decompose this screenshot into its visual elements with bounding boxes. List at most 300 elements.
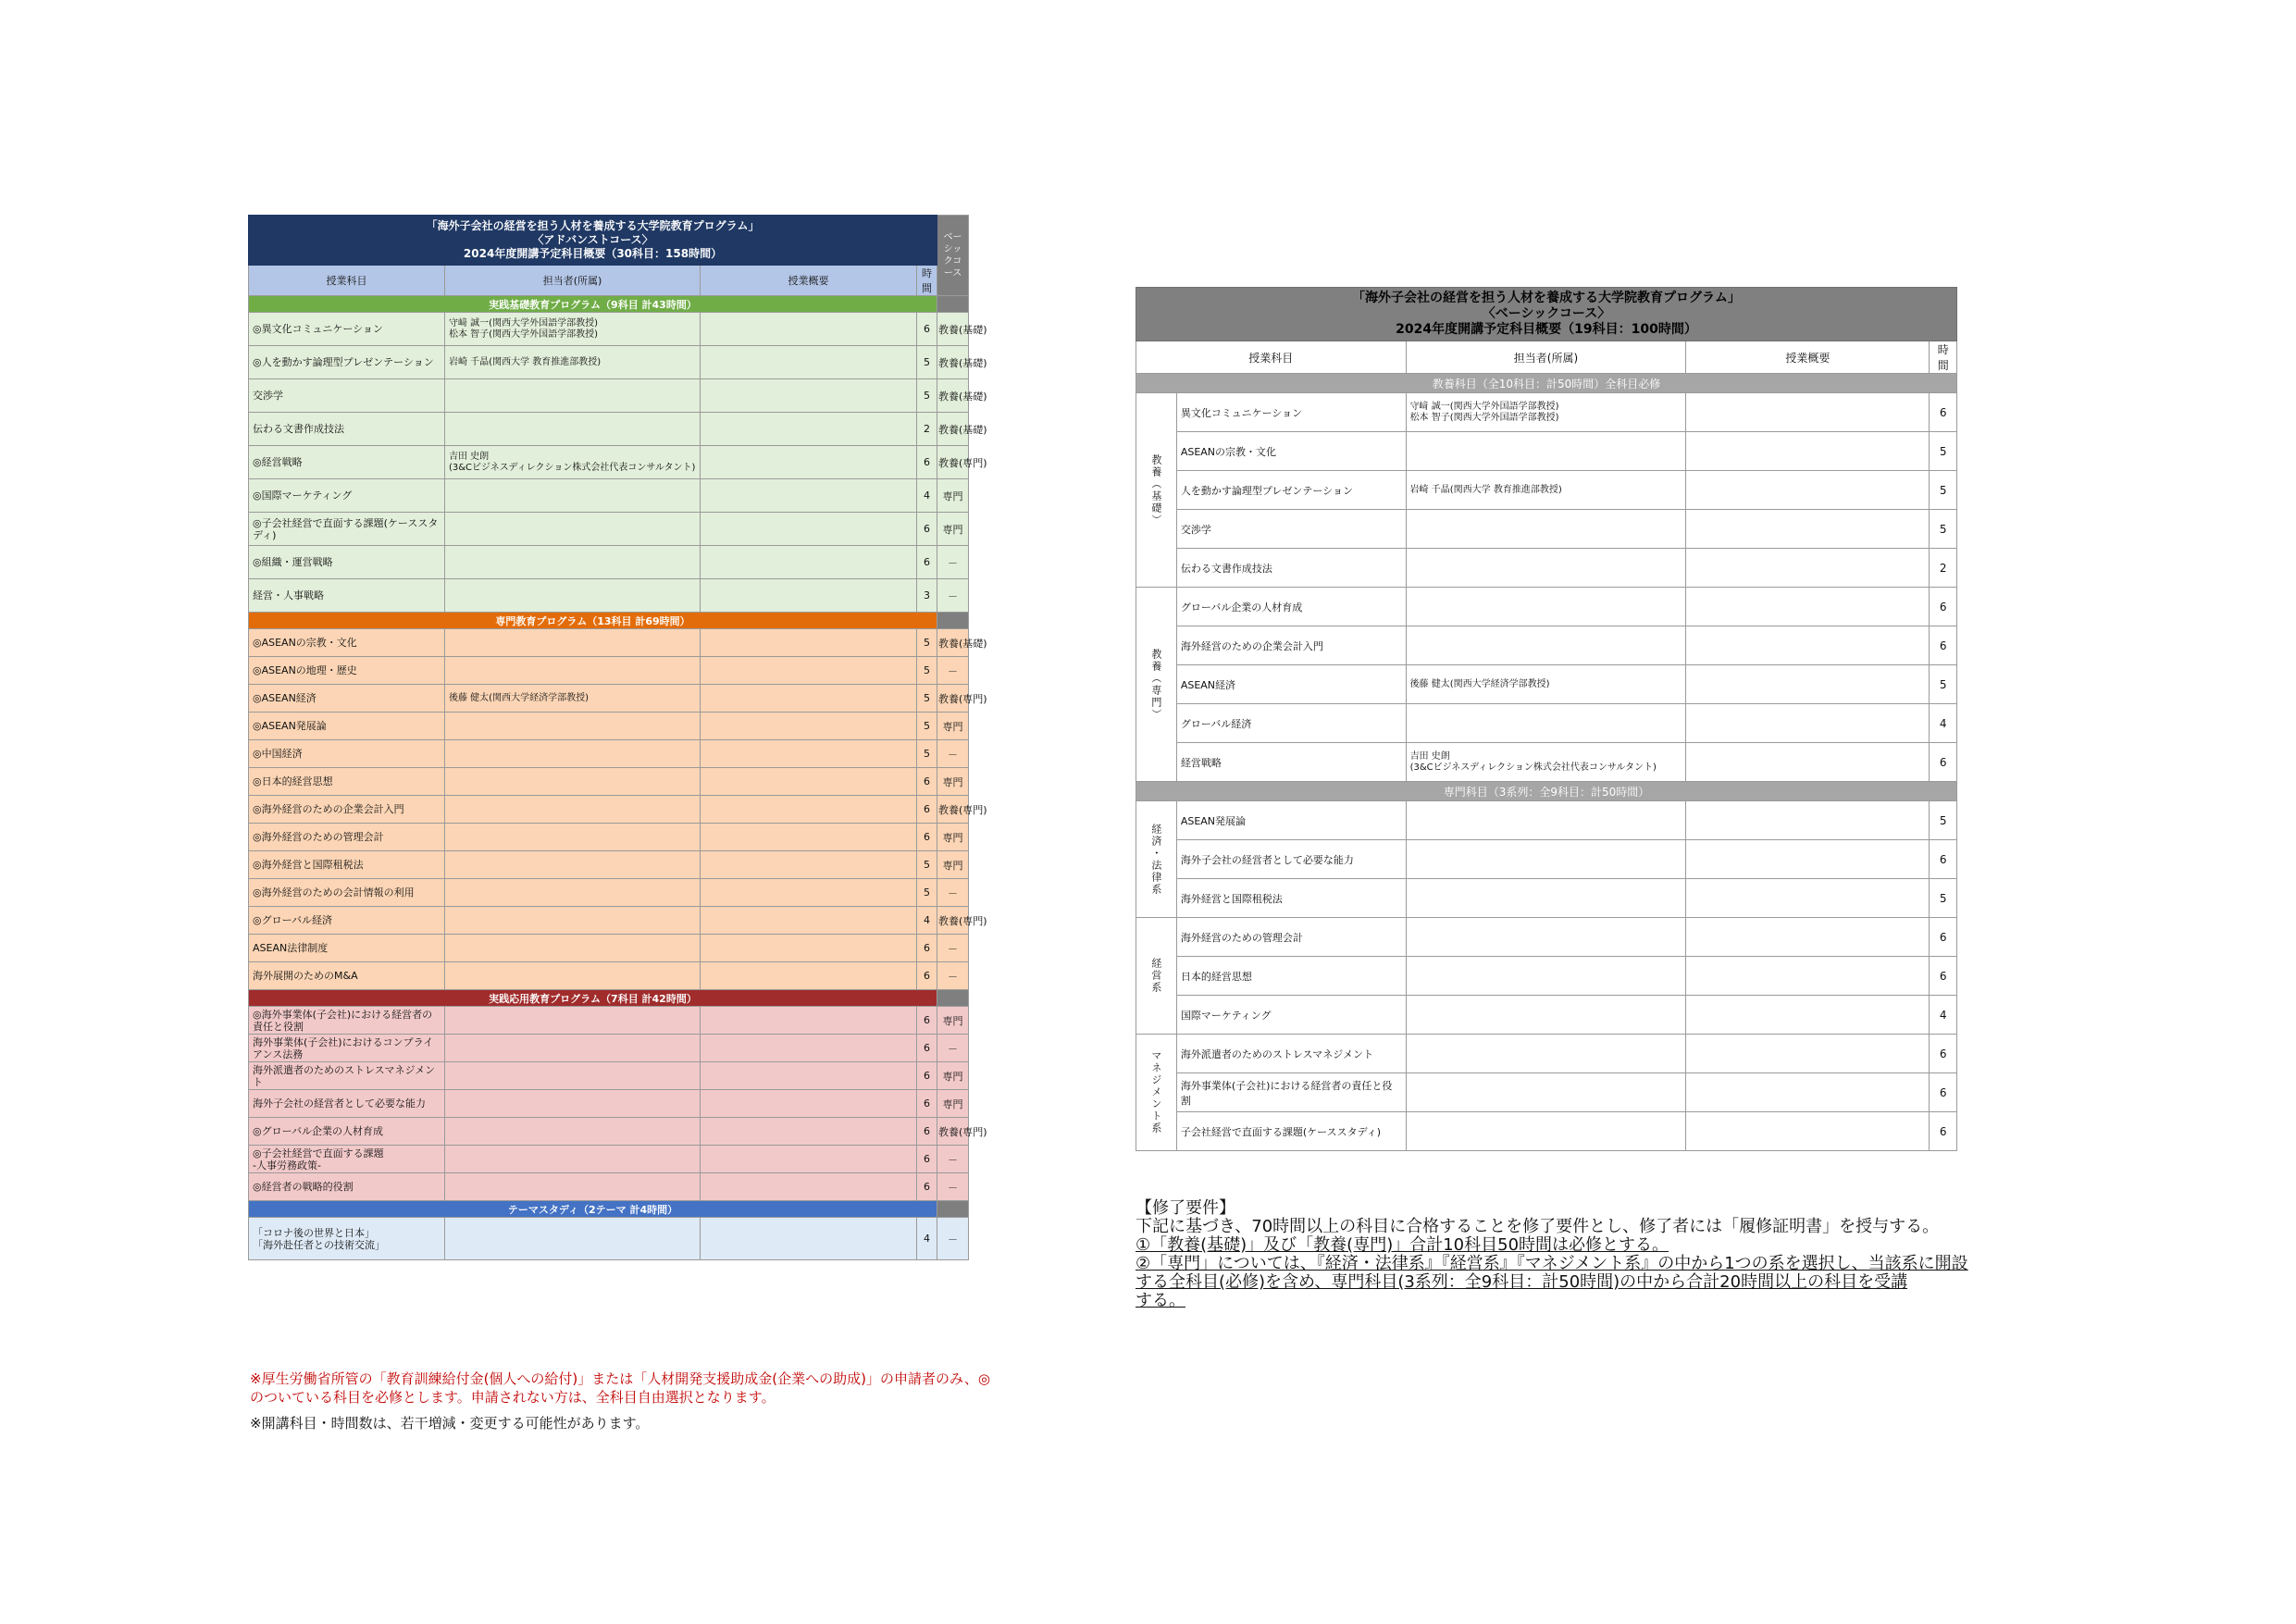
course-description — [701, 413, 917, 446]
basic-course-mapping: － — [937, 1218, 969, 1260]
course-hours: 3 — [917, 579, 937, 613]
course-name: 海外事業体(子会社)におけるコンプライアンス法務 — [249, 1035, 445, 1062]
column-header-hours: 時間 — [1930, 341, 1957, 374]
course-name: ◎経営戦略 — [249, 446, 445, 479]
advanced-course-title — [249, 216, 937, 266]
course-description — [701, 907, 917, 935]
course-row — [1136, 665, 1957, 704]
subsidy-note: ※厚生労働省所管の「教育訓練給付金(個人への給付)」または「人材開発支援助成金(企業への助成)」の申請者のみ、◎のついている科目を必修とします。申請されない方は、全科目自由選択となります。 — [250, 1370, 990, 1406]
course-name: 海外経営と国際租税法 — [1176, 879, 1406, 918]
course-hours: 5 — [917, 629, 937, 657]
course-name: 伝わる文書作成技法 — [249, 413, 445, 446]
basic-course-mapping: － — [937, 1146, 969, 1173]
basic-course-mapping: 教養(専門) — [937, 685, 969, 713]
basic-course-mapping: 教養(基礎) — [937, 629, 969, 657]
basic-course-mapping: － — [937, 740, 969, 768]
course-name: ◎海外経営のための管理会計 — [249, 824, 445, 851]
course-hours: 4 — [1930, 704, 1957, 743]
course-name: ASEAN経済 — [1176, 665, 1406, 704]
course-row — [249, 1007, 969, 1035]
course-row — [249, 1118, 969, 1146]
course-row — [249, 796, 969, 824]
course-lecturer — [1406, 996, 1686, 1035]
course-name: ◎グローバル企業の人材育成 — [249, 1118, 445, 1146]
course-lecturer — [1406, 840, 1686, 879]
course-hours: 6 — [917, 1090, 937, 1118]
course-hours: 6 — [917, 796, 937, 824]
course-description — [701, 1035, 917, 1062]
course-row — [249, 513, 969, 546]
course-lecturer — [445, 1007, 701, 1035]
course-row — [249, 962, 969, 990]
column-header-lecturer: 担当者(所属) — [1406, 341, 1686, 374]
course-hours: 5 — [917, 379, 937, 413]
course-row — [249, 313, 969, 346]
course-description — [701, 879, 917, 907]
course-hours: 5 — [917, 713, 937, 740]
section-header-row — [249, 1201, 969, 1218]
course-hours: 6 — [1930, 1035, 1957, 1073]
section-label: 教養科目（全10科目：計50時間）全科目必修 — [1136, 374, 1957, 393]
course-row — [249, 879, 969, 907]
course-row — [1136, 471, 1957, 510]
course-hours: 2 — [917, 413, 937, 446]
course-description — [701, 1173, 917, 1201]
course-description — [701, 546, 917, 579]
course-hours: 6 — [917, 1007, 937, 1035]
course-name: ◎海外経営のための企業会計入門 — [249, 796, 445, 824]
course-name: ◎経営者の戦略的役割 — [249, 1173, 445, 1201]
basic-course-mapping: － — [937, 935, 969, 962]
course-name: ◎国際マーケティング — [249, 479, 445, 513]
course-name: 交渉学 — [1176, 510, 1406, 549]
course-hours: 5 — [1930, 471, 1957, 510]
course-hours: 6 — [917, 446, 937, 479]
course-hours: 6 — [917, 935, 937, 962]
course-row — [1136, 393, 1957, 432]
course-lecturer — [445, 546, 701, 579]
course-row — [1136, 626, 1957, 665]
course-hours: 6 — [1930, 393, 1957, 432]
basic-course-mapping: 専門 — [937, 768, 969, 796]
schedule-change-note: ※開講科目・時間数は、若干増減・変更する可能性があります。 — [250, 1415, 650, 1432]
course-lecturer: 後藤 健太(関西大学経済学部教授) — [445, 685, 701, 713]
course-name: 海外経営のための管理会計 — [1176, 918, 1406, 957]
course-lecturer — [445, 1218, 701, 1260]
course-row — [249, 413, 969, 446]
requirements-line-1: 下記に基づき、70時間以上の科目に合格することを修了要件とし、修了者には「履修証明書」を授与する。 — [1136, 1217, 1940, 1236]
course-name: 伝わる文書作成技法 — [1176, 549, 1406, 588]
course-name: ◎子会社経営で直面する課題(ケーススタディ) — [249, 513, 445, 546]
course-name: 経営・人事戦略 — [249, 579, 445, 613]
course-hours: 4 — [1930, 996, 1957, 1035]
course-name: ◎子会社経営で直面する課題 -人事労務政策- — [249, 1146, 445, 1173]
course-description — [701, 824, 917, 851]
course-name: ◎グローバル経済 — [249, 907, 445, 935]
course-row — [1136, 957, 1957, 996]
course-description — [701, 768, 917, 796]
course-row — [1136, 1073, 1957, 1112]
course-name: ◎異文化コミュニケーション — [249, 313, 445, 346]
course-hours: 6 — [1930, 1073, 1957, 1112]
course-description — [701, 629, 917, 657]
basic-course-mapping: 専門 — [937, 851, 969, 879]
course-lecturer — [445, 1118, 701, 1146]
course-lecturer: 岩崎 千晶(関西大学 教育推進部教授) — [445, 346, 701, 379]
section-label: 専門科目（3系列：全9科目：計50時間） — [1136, 782, 1957, 801]
course-lecturer — [445, 629, 701, 657]
course-lecturer — [445, 1035, 701, 1062]
basic-course-mapping: 専門 — [937, 713, 969, 740]
course-hours: 5 — [917, 346, 937, 379]
course-description — [1686, 1073, 1930, 1112]
course-hours: 5 — [917, 851, 937, 879]
course-hours: 4 — [917, 1218, 937, 1260]
course-description — [701, 1146, 917, 1173]
course-lecturer — [1406, 704, 1686, 743]
course-lecturer — [445, 768, 701, 796]
course-name: ◎人を動かす論理型プレゼンテーション — [249, 346, 445, 379]
course-lecturer — [445, 935, 701, 962]
course-name: 日本的経営思想 — [1176, 957, 1406, 996]
course-description — [701, 1007, 917, 1035]
course-row — [249, 1035, 969, 1062]
basic-course-mapping: 専門 — [937, 824, 969, 851]
course-lecturer — [1406, 879, 1686, 918]
course-row — [1136, 801, 1957, 840]
course-description — [1686, 1035, 1930, 1073]
course-row — [249, 935, 969, 962]
course-hours: 6 — [1930, 957, 1957, 996]
course-name: ASEAN発展論 — [1176, 801, 1406, 840]
course-row — [249, 1146, 969, 1173]
advanced-title-line-3: 2024年度開講予定科目概要（30科目：158時間） — [463, 247, 723, 260]
course-lecturer — [1406, 1073, 1686, 1112]
course-row — [249, 824, 969, 851]
basic-course-mapping: － — [937, 579, 969, 613]
advanced-title-line-2: 〈アドバンストコース〉 — [532, 233, 653, 246]
course-row — [1136, 510, 1957, 549]
course-name: ◎ASEAN発展論 — [249, 713, 445, 740]
course-hours: 6 — [917, 824, 937, 851]
basic-course-mapping: － — [937, 657, 969, 685]
course-description — [701, 313, 917, 346]
course-row — [249, 546, 969, 579]
course-hours: 5 — [1930, 801, 1957, 840]
course-row — [1136, 1035, 1957, 1073]
course-name: ASEANの宗教・文化 — [1176, 432, 1406, 471]
course-description — [1686, 957, 1930, 996]
course-name: ◎ASEANの地理・歴史 — [249, 657, 445, 685]
basic-title-line-1: 「海外子会社の経営を担う人材を養成する大学院教育プログラム」 — [1352, 291, 1741, 305]
section-label: 実践応用教育プログラム（7科目 計42時間） — [249, 990, 937, 1007]
section-header-row — [249, 613, 969, 629]
course-description — [701, 579, 917, 613]
course-hours: 6 — [917, 962, 937, 990]
course-hours: 5 — [917, 657, 937, 685]
course-lecturer — [445, 796, 701, 824]
course-hours: 6 — [917, 1118, 937, 1146]
course-hours: 6 — [1930, 1112, 1957, 1151]
course-name: 人を動かす論理型プレゼンテーション — [1176, 471, 1406, 510]
course-description — [1686, 879, 1930, 918]
course-description — [701, 713, 917, 740]
course-hours: 4 — [917, 907, 937, 935]
section-label: 実践基礎教育プログラム（9科目 計43時間） — [249, 296, 937, 313]
course-hours: 4 — [917, 479, 937, 513]
course-row — [249, 479, 969, 513]
course-description — [1686, 918, 1930, 957]
course-lecturer — [445, 379, 701, 413]
column-header-description: 授業概要 — [701, 266, 917, 296]
course-hours: 6 — [917, 513, 937, 546]
course-description — [1686, 996, 1930, 1035]
basic-course-mapping: 専門 — [937, 479, 969, 513]
course-name: 海外経営のための企業会計入門 — [1176, 626, 1406, 665]
course-name: ◎海外経営と国際租税法 — [249, 851, 445, 879]
course-row — [1136, 549, 1957, 588]
course-hours: 6 — [917, 1146, 937, 1173]
basic-course-mapping: 教養(専門) — [937, 446, 969, 479]
course-row — [249, 713, 969, 740]
section-basic-spacer — [937, 990, 969, 1007]
course-description — [701, 935, 917, 962]
course-row — [249, 1062, 969, 1090]
course-row — [1136, 588, 1957, 626]
course-description — [1686, 626, 1930, 665]
course-name: ◎ASEANの宗教・文化 — [249, 629, 445, 657]
course-lecturer: 吉田 史朗 (3&Cビジネスディレクション株式会社代表コンサルタント) — [445, 446, 701, 479]
course-lecturer: 吉田 史朗 (3&Cビジネスディレクション株式会社代表コンサルタント) — [1406, 743, 1686, 782]
basic-course-mapping: － — [937, 1035, 969, 1062]
column-header-subject: 授業科目 — [249, 266, 445, 296]
course-lecturer — [445, 1146, 701, 1173]
course-description — [701, 685, 917, 713]
course-group-label: 教養（基礎） — [1136, 393, 1177, 588]
course-hours: 5 — [1930, 879, 1957, 918]
course-lecturer — [445, 657, 701, 685]
course-row — [249, 346, 969, 379]
course-hours: 5 — [917, 879, 937, 907]
course-name: 異文化コミュニケーション — [1176, 393, 1406, 432]
basic-course-mapping: 教養(専門) — [937, 907, 969, 935]
column-header-hours: 時間 — [917, 266, 937, 296]
course-row — [249, 768, 969, 796]
course-lecturer — [445, 851, 701, 879]
course-name: グローバル企業の人材育成 — [1176, 588, 1406, 626]
column-header-subject: 授業科目 — [1136, 341, 1407, 374]
course-row — [249, 657, 969, 685]
course-hours: 6 — [917, 1062, 937, 1090]
course-row — [249, 1090, 969, 1118]
section-basic-spacer — [937, 613, 969, 629]
course-hours: 6 — [1930, 588, 1957, 626]
course-row — [1136, 704, 1957, 743]
basic-course-mapping: － — [937, 1173, 969, 1201]
section-header-row — [1136, 374, 1957, 393]
course-lecturer — [1406, 588, 1686, 626]
course-description — [701, 740, 917, 768]
course-hours: 5 — [1930, 510, 1957, 549]
course-description — [1686, 743, 1930, 782]
basic-course-title — [1136, 288, 1957, 341]
course-row — [249, 1173, 969, 1201]
course-name: 交渉学 — [249, 379, 445, 413]
course-name: 国際マーケティング — [1176, 996, 1406, 1035]
course-name: 海外派遣者のためのストレスマネジメント — [1176, 1035, 1406, 1073]
advanced-title-line-1: 「海外子会社の経営を担う人材を養成する大学院教育プログラム」 — [426, 219, 760, 232]
course-lecturer — [445, 907, 701, 935]
course-hours: 6 — [1930, 626, 1957, 665]
course-row — [1136, 879, 1957, 918]
course-lecturer — [445, 579, 701, 613]
course-row — [249, 740, 969, 768]
course-group-label: 教養（専門） — [1136, 588, 1177, 782]
course-lecturer — [445, 1173, 701, 1201]
course-row — [249, 446, 969, 479]
course-lecturer — [1406, 957, 1686, 996]
course-description — [1686, 393, 1930, 432]
course-lecturer — [445, 513, 701, 546]
course-lecturer — [1406, 432, 1686, 471]
course-lecturer — [445, 1062, 701, 1090]
basic-course-mapping: － — [937, 546, 969, 579]
basic-course-table — [1136, 287, 1957, 1151]
course-name: グローバル経済 — [1176, 704, 1406, 743]
course-name: ASEAN法律制度 — [249, 935, 445, 962]
course-lecturer — [445, 740, 701, 768]
course-description — [701, 1118, 917, 1146]
requirements-line-3: ②「専門」については、『経済・法律系』『経営系』『マネジメント系』の中から1つの系を選択し、当該系に開設 — [1136, 1254, 1968, 1273]
course-description — [1686, 665, 1930, 704]
section-header-row — [249, 296, 969, 313]
column-header-description: 授業概要 — [1686, 341, 1930, 374]
course-row — [1136, 840, 1957, 879]
course-name: 子会社経営で直面する課題(ケーススタディ) — [1176, 1112, 1406, 1151]
course-row — [249, 379, 969, 413]
course-description — [701, 1090, 917, 1118]
course-description — [701, 962, 917, 990]
course-hours: 6 — [917, 1035, 937, 1062]
course-hours: 6 — [1930, 840, 1957, 879]
course-lecturer — [1406, 626, 1686, 665]
course-lecturer: 守﨑 誠一(関西大学外国語学部教授) 松本 智子(関西大学外国語学部教授) — [445, 313, 701, 346]
course-row — [1136, 743, 1957, 782]
course-description — [701, 851, 917, 879]
course-group-label: 経済・法律系 — [1136, 801, 1177, 918]
basic-course-mapping: 教養(基礎) — [937, 379, 969, 413]
course-description — [1686, 840, 1930, 879]
course-description — [1686, 801, 1930, 840]
course-row — [249, 629, 969, 657]
course-hours: 6 — [1930, 918, 1957, 957]
course-hours: 6 — [917, 1173, 937, 1201]
course-name: 海外事業体(子会社)における経営者の責任と役割 — [1176, 1073, 1406, 1112]
course-lecturer — [445, 479, 701, 513]
course-description — [1686, 704, 1930, 743]
course-name: 海外展開のためのM&A — [249, 962, 445, 990]
course-hours: 5 — [1930, 665, 1957, 704]
course-lecturer: 守﨑 誠一(関西大学外国語学部教授) 松本 智子(関西大学外国語学部教授) — [1406, 393, 1686, 432]
basic-course-column-header: ベーシックコース — [937, 216, 969, 296]
course-row — [1136, 918, 1957, 957]
course-description — [701, 657, 917, 685]
course-row — [249, 907, 969, 935]
course-name: 「コロナ後の世界と日本」 「海外赴任者との技術交流」 — [249, 1218, 445, 1260]
requirements-line-5: する。 — [1136, 1291, 1185, 1310]
course-name: 海外派遣者のためのストレスマネジメント — [249, 1062, 445, 1090]
course-description — [701, 379, 917, 413]
course-hours: 5 — [917, 740, 937, 768]
course-description — [1686, 588, 1930, 626]
section-label: 専門教育プログラム（13科目 計69時間） — [249, 613, 937, 629]
course-row — [249, 579, 969, 613]
course-lecturer — [1406, 1035, 1686, 1073]
course-lecturer — [1406, 918, 1686, 957]
basic-course-mapping: 専門 — [937, 513, 969, 546]
requirements-heading: 【修了要件】 — [1136, 1198, 1235, 1218]
course-name: ◎組織・運営戦略 — [249, 546, 445, 579]
course-name: 海外子会社の経営者として必要な能力 — [1176, 840, 1406, 879]
course-hours: 5 — [917, 685, 937, 713]
course-lecturer — [1406, 510, 1686, 549]
course-description — [701, 1062, 917, 1090]
basic-course-panel — [1136, 287, 1957, 1151]
basic-course-mapping: 教養(基礎) — [937, 313, 969, 346]
course-name: 海外子会社の経営者として必要な能力 — [249, 1090, 445, 1118]
course-group-label: マネジメント系 — [1136, 1035, 1177, 1151]
course-name: ◎ASEAN経済 — [249, 685, 445, 713]
course-lecturer — [445, 413, 701, 446]
course-lecturer — [445, 1090, 701, 1118]
basic-course-mapping: － — [937, 879, 969, 907]
section-basic-spacer — [937, 1201, 969, 1218]
course-description — [1686, 432, 1930, 471]
course-description — [701, 513, 917, 546]
basic-course-mapping: 教養(基礎) — [937, 346, 969, 379]
course-description — [1686, 471, 1930, 510]
course-hours: 5 — [1930, 432, 1957, 471]
course-description — [701, 1218, 917, 1260]
course-name: ◎海外事業体(子会社)における経営者の責任と役割 — [249, 1007, 445, 1035]
section-label: テーマスタディ（2テーマ 計4時間） — [249, 1201, 937, 1218]
course-description — [701, 479, 917, 513]
advanced-course-table — [248, 215, 987, 1260]
course-lecturer: 岩崎 千晶(関西大学 教育推進部教授) — [1406, 471, 1686, 510]
course-description — [701, 446, 917, 479]
course-row — [249, 1218, 969, 1260]
basic-title-line-2: 〈ベーシックコース〉 — [1482, 306, 1611, 321]
course-description — [701, 796, 917, 824]
basic-course-mapping: 教養(専門) — [937, 1118, 969, 1146]
course-hours: 6 — [917, 546, 937, 579]
course-lecturer — [1406, 549, 1686, 588]
course-lecturer — [1406, 1112, 1686, 1151]
basic-course-mapping: 教養(専門) — [937, 796, 969, 824]
requirements-line-2: ①「教養(基礎)」及び「教養(専門)」合計10科目50時間は必修とする。 — [1136, 1235, 1669, 1255]
course-name: ◎海外経営のための会計情報の利用 — [249, 879, 445, 907]
completion-requirements — [1136, 1199, 1968, 1310]
course-description — [1686, 549, 1930, 588]
course-hours: 6 — [917, 768, 937, 796]
course-hours: 6 — [917, 313, 937, 346]
section-basic-spacer — [937, 296, 969, 313]
course-name: ◎中国経済 — [249, 740, 445, 768]
course-lecturer — [445, 879, 701, 907]
course-lecturer — [1406, 801, 1686, 840]
course-row — [1136, 996, 1957, 1035]
basic-course-mapping: 専門 — [937, 1090, 969, 1118]
